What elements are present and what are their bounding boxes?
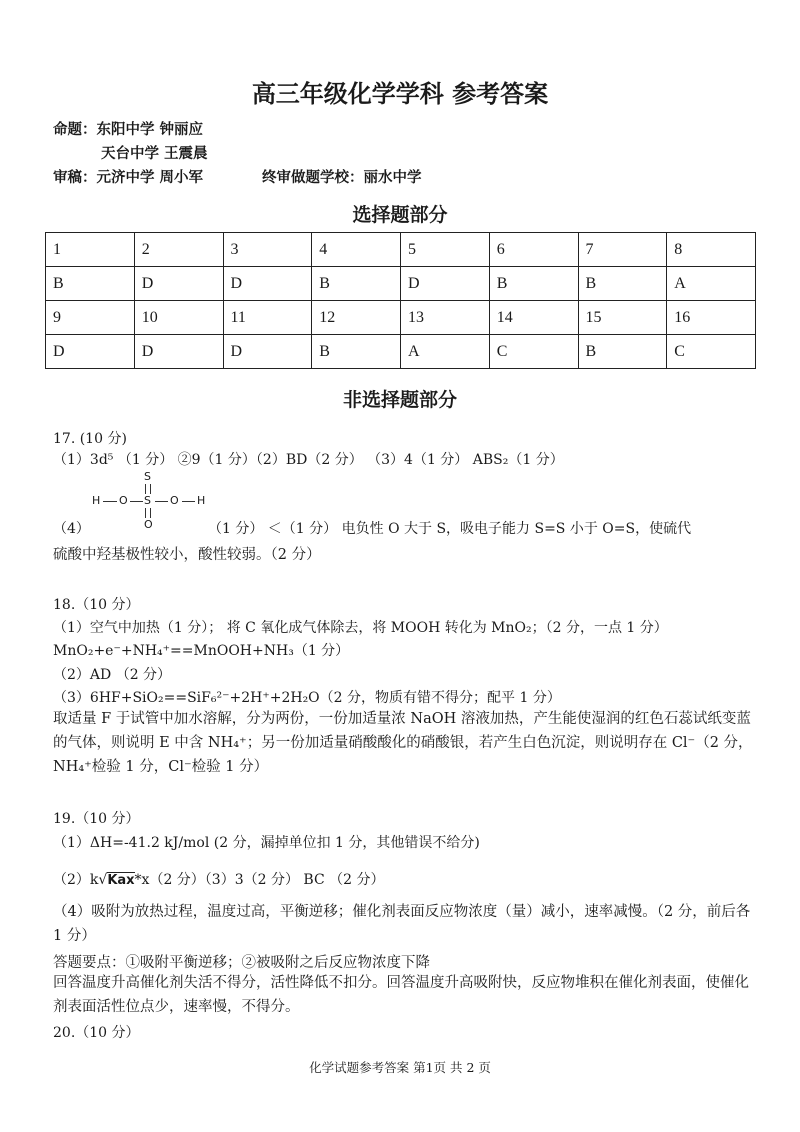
struct-h-right: H xyxy=(197,494,206,507)
answer-cell: C xyxy=(489,335,578,369)
author-line-1: 命题：东阳中学 钟丽应 xyxy=(53,121,204,138)
q19-heading: 19.（10 分） xyxy=(53,811,140,827)
q19-line-2-suffix: *x（2 分）（3）3（2 分） BC （2 分） xyxy=(134,872,385,888)
answer-cell: 5 xyxy=(401,233,490,267)
q19-paragraph-2: 回答温度升高催化剂失活不得分，活性降低不扣分。回答温度升高吸附快，反应物堆积在催化剂表面，使催化剂表面活性位点少，速率慢，不得分。 xyxy=(53,975,749,1015)
page-footer: 化学试题参考答案 第1页 共 2 页 xyxy=(309,1060,491,1075)
answer-cell: 10 xyxy=(134,301,223,335)
struct-o-bottom: O xyxy=(144,518,153,531)
answer-cell: 9 xyxy=(46,301,135,335)
q18-line-3: （2）AD （2 分） xyxy=(53,667,172,683)
answer-cell: 14 xyxy=(489,301,578,335)
answer-row xyxy=(46,267,756,301)
answer-cell: 3 xyxy=(223,233,312,267)
page-title: 高三年级化学学科 参考答案 xyxy=(251,79,549,108)
answer-cell: B xyxy=(312,267,401,301)
question-number-row xyxy=(46,233,756,267)
answer-cell: 8 xyxy=(667,233,756,267)
answer-cell: C xyxy=(667,335,756,369)
answer-cell: 12 xyxy=(312,301,401,335)
q19-key-points: 答题要点：①吸附平衡逆移；②被吸附之后反应物浓度下降 xyxy=(53,955,430,971)
q19-paragraph-1: （4）吸附为放热过程，温度过高，平衡逆移；催化剂表面反应物浓度（量）减小，速率减慢。（2 分，前后各 1 分） xyxy=(53,904,751,944)
final-review-school: 终审做题学校：丽水中学 xyxy=(262,169,422,186)
mc-section-heading: 选择题部分 xyxy=(352,204,448,226)
answer-cell: D xyxy=(134,267,223,301)
q19-line-2-prefix: （2）k√ xyxy=(53,872,108,888)
answer-cell: A xyxy=(667,267,756,301)
thiosulfuric-acid-structure xyxy=(92,470,222,532)
q18-line-1: （1）空气中加热（1 分）； 将 C 氧化成气体除去，将 MOOH 转化为 MnO₂；（2 分，一点 1 分） xyxy=(53,620,668,636)
q19-line-2 xyxy=(53,869,385,889)
answer-cell: B xyxy=(578,335,667,369)
answer-table xyxy=(45,232,756,369)
answer-cell: D xyxy=(223,335,312,369)
answer-cell: B xyxy=(489,267,578,301)
answer-cell: 13 xyxy=(401,301,490,335)
answer-cell: 2 xyxy=(134,233,223,267)
q18-heading: 18.（10 分） xyxy=(53,597,140,613)
struct-s-top: S xyxy=(144,470,151,483)
author-line-2: 天台中学 王震晨 xyxy=(101,145,208,162)
q19-sqrt-term: Kax xyxy=(107,873,135,888)
q18-line-2: MnO₂+e⁻+NH₄⁺==MnOOH+NH₃（1 分） xyxy=(53,643,350,659)
reviewer-line: 审稿：元济中学 周小军 xyxy=(53,169,204,186)
answer-cell: A xyxy=(401,335,490,369)
answer-cell: 4 xyxy=(312,233,401,267)
answer-cell: 16 xyxy=(667,301,756,335)
q19-line-1: （1）ΔH=-41.2 kJ/mol (2 分，漏掉单位扣 1 分，其他错误不给分) xyxy=(53,835,480,851)
answer-cell: D xyxy=(223,267,312,301)
answer-cell: D xyxy=(46,335,135,369)
q17-line-2-label: （4） xyxy=(53,521,90,537)
non-mc-section-heading: 非选择题部分 xyxy=(342,389,457,411)
q17-heading: 17. (10 分) xyxy=(53,431,127,447)
struct-o-right: O xyxy=(170,494,179,507)
answer-cell: 1 xyxy=(46,233,135,267)
q18-paragraph: 取适量 F 于试管中加水溶解，分为两份，一份加适量浓 NaOH 溶液加热，产生能使湿润的红色石蕊试纸变蓝的气体，则说明 E 中含 NH₄⁺；另一份加适量硝酸酸化的硝酸银，若产生白色沉淀，则说明存在 Cl⁻（2 分，NH₄⁺检验 1 分，Cl⁻检验 1 分） xyxy=(53,711,753,775)
answer-cell: B xyxy=(312,335,401,369)
struct-h-left: H xyxy=(92,494,101,507)
answer-cell: D xyxy=(134,335,223,369)
answer-cell: B xyxy=(46,267,135,301)
q17-line-2: （1 分） ＜（1 分） 电负性 O 大于 S，吸电子能力 S=S 小于 O=S，使硫代 xyxy=(208,521,692,537)
answer-cell: B xyxy=(578,267,667,301)
answer-cell: D xyxy=(401,267,490,301)
answer-cell: 7 xyxy=(578,233,667,267)
answer-row xyxy=(46,335,756,369)
question-number-row xyxy=(46,301,756,335)
struct-o-left: O xyxy=(119,494,128,507)
q17-line-1: （1）3d⁵ （1 分） ②9（1 分）（2）BD（2 分） （3）4（1 分） ABS₂（1 分） xyxy=(53,452,564,468)
answer-cell: 11 xyxy=(223,301,312,335)
q17-line-3: 硫酸中羟基极性较小，酸性较弱。（2 分） xyxy=(53,547,321,563)
struct-s-center: S xyxy=(144,494,151,507)
answer-cell: 6 xyxy=(489,233,578,267)
q20-heading: 20.（10 分） xyxy=(53,1025,140,1041)
answer-cell: 15 xyxy=(578,301,667,335)
q18-line-4: （3）6HF+SiO₂==SiF₆²⁻+2H⁺+2H₂O（2 分，物质有错不得分；配平 1 分） xyxy=(53,690,561,706)
